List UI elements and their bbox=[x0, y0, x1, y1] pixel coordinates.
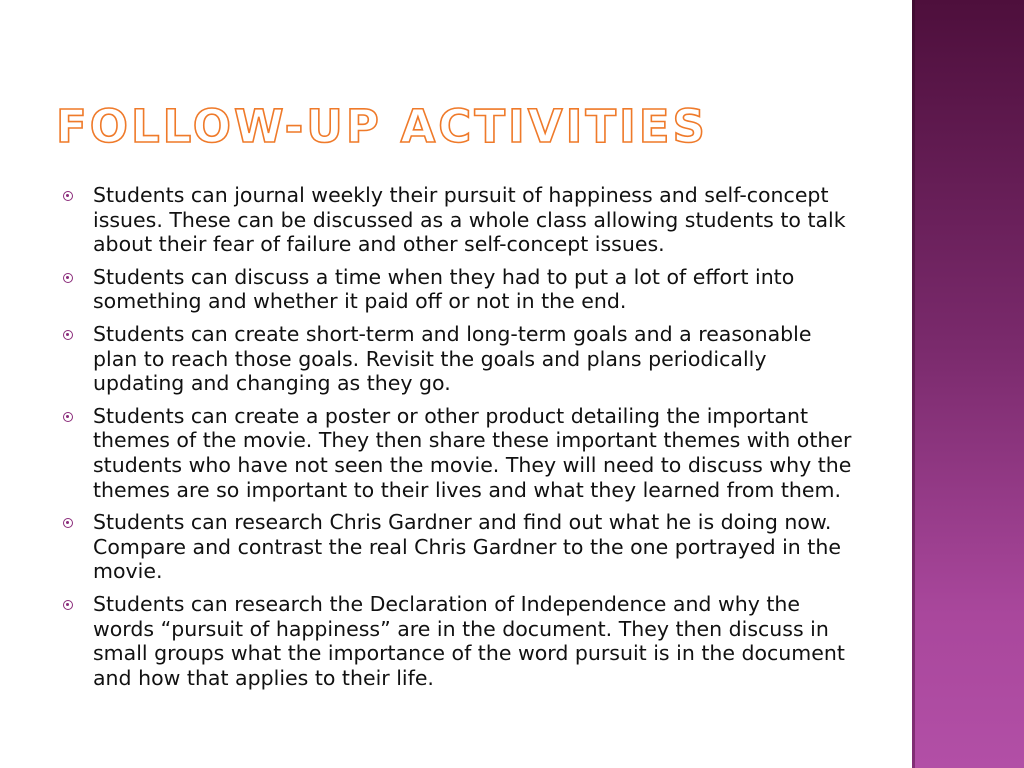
bullet-item bbox=[62, 404, 862, 502]
bullet-list bbox=[62, 183, 862, 698]
bullet-text: Students can research Chris Gardner and find out what he is doing now. Compare and contrast the real Chris Gardner to the one portrayed in the movie. bbox=[93, 510, 841, 584]
bullet-text: Students can discuss a time when they had to put a lot of effort into something and whether it paid off or not in the end. bbox=[93, 264, 795, 314]
bullet-text: Students can create a poster or other product detailing the important themes of the movie. They then share these important themes with other students who have not seen the movie. They will need to discuss why the themes are so important to their lives and what they learned from them. bbox=[93, 403, 852, 502]
circle-bullet-icon bbox=[63, 412, 73, 422]
circle-bullet-icon bbox=[63, 518, 73, 528]
bullet-text: Students can journal weekly their pursuit of happiness and self-concept issues. These can be discussed as a whole class allowing students to talk about their fear of failure and other self-concept issues. bbox=[93, 183, 846, 257]
circle-bullet-icon bbox=[63, 600, 73, 610]
bullet-text: Students can research the Declaration of Independence and why the words “pursuit of happiness” are in the document. They then discuss in small groups what the importance of the word pursuit is in the document and how that applies to their life. bbox=[93, 591, 845, 690]
circle-bullet-icon bbox=[63, 330, 73, 340]
bullet-item bbox=[62, 322, 862, 396]
bullet-item bbox=[62, 265, 862, 314]
slide-title: FOLLOW-UP ACTIVITIES bbox=[56, 100, 708, 153]
side-band-edge bbox=[912, 0, 915, 768]
bullet-text: Students can create short-term and long-term goals and a reasonable plan to reach those goals. Revisit the goals and plans periodically updating and changing as they go. bbox=[93, 321, 812, 396]
decorative-side-band bbox=[912, 0, 1024, 768]
bullet-item bbox=[62, 592, 862, 690]
bullet-item bbox=[62, 510, 862, 584]
circle-bullet-icon bbox=[63, 273, 73, 283]
circle-bullet-icon bbox=[63, 191, 73, 201]
bullet-item bbox=[62, 183, 862, 257]
